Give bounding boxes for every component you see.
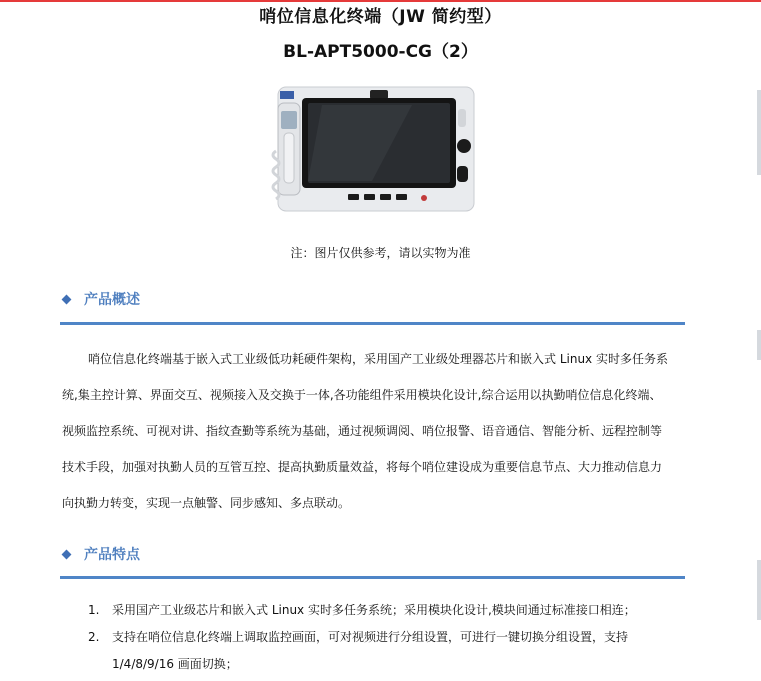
paragraph-line: 视频监控系统、可视对讲、指纹查勤等系统为基础，通过视频调阅、哨位报警、语音通信、智能分析、远程控制等 xyxy=(62,424,663,438)
section-divider xyxy=(60,322,685,325)
paragraph-line: 统,集主控计算、界面交互、视频接入及交换于一体,各功能组件采用模块化设计,综合运用以执勤哨位信息化终端、 xyxy=(62,388,662,402)
list-item-number: 1. xyxy=(88,603,100,617)
scrollbar-edge-mid xyxy=(757,330,761,360)
section-heading-features xyxy=(63,544,140,564)
overview-paragraph xyxy=(62,341,692,521)
paragraph-line: 技术手段，加强对执勤人员的互管互控、提高执勤质量效益，将每个哨位建设成为重要信息节点、大力推动信息力 xyxy=(62,460,663,474)
list-item-number: 2. xyxy=(88,630,100,644)
section-divider xyxy=(60,576,685,579)
diamond-bullet-icon xyxy=(62,549,72,559)
product-image xyxy=(262,81,476,214)
feature-list xyxy=(88,597,688,678)
diamond-bullet-icon xyxy=(62,294,72,304)
list-item xyxy=(88,597,688,624)
image-note: 注：图片仅供参考，请以实物为准 xyxy=(290,246,471,260)
scrollbar-edge-bottom xyxy=(757,560,761,620)
document-title: 哨位信息化终端（JW 简约型） xyxy=(259,7,502,27)
list-item-text: 支持在哨位信息化终端上调取监控画面，可对视频进行分组设置，可进行一键切换分组设置，支持 xyxy=(112,630,629,644)
paragraph-line: 哨位信息化终端基于嵌入式工业级低功耗硬件架构，采用国产工业级处理器芯片和嵌入式 Linux 实时多任务系 xyxy=(88,352,668,366)
section-heading-text: 产品概述 xyxy=(84,292,140,308)
section-heading-overview xyxy=(63,289,140,309)
section-heading-text: 产品特点 xyxy=(84,547,140,563)
paragraph-line: 向执勤力转变，实现一点触警、同步感知、多点联动。 xyxy=(62,496,351,510)
list-item xyxy=(88,624,688,678)
model-number: BL-APT5000-CG（2） xyxy=(283,42,478,62)
scrollbar-edge-top xyxy=(757,90,761,175)
list-item-text: 采用国产工业级芯片和嵌入式 Linux 实时多任务系统；采用模块化设计,模块间通过标准接口相连； xyxy=(112,603,636,617)
list-item-text: 1/4/8/9/16 画面切换； xyxy=(112,657,238,671)
